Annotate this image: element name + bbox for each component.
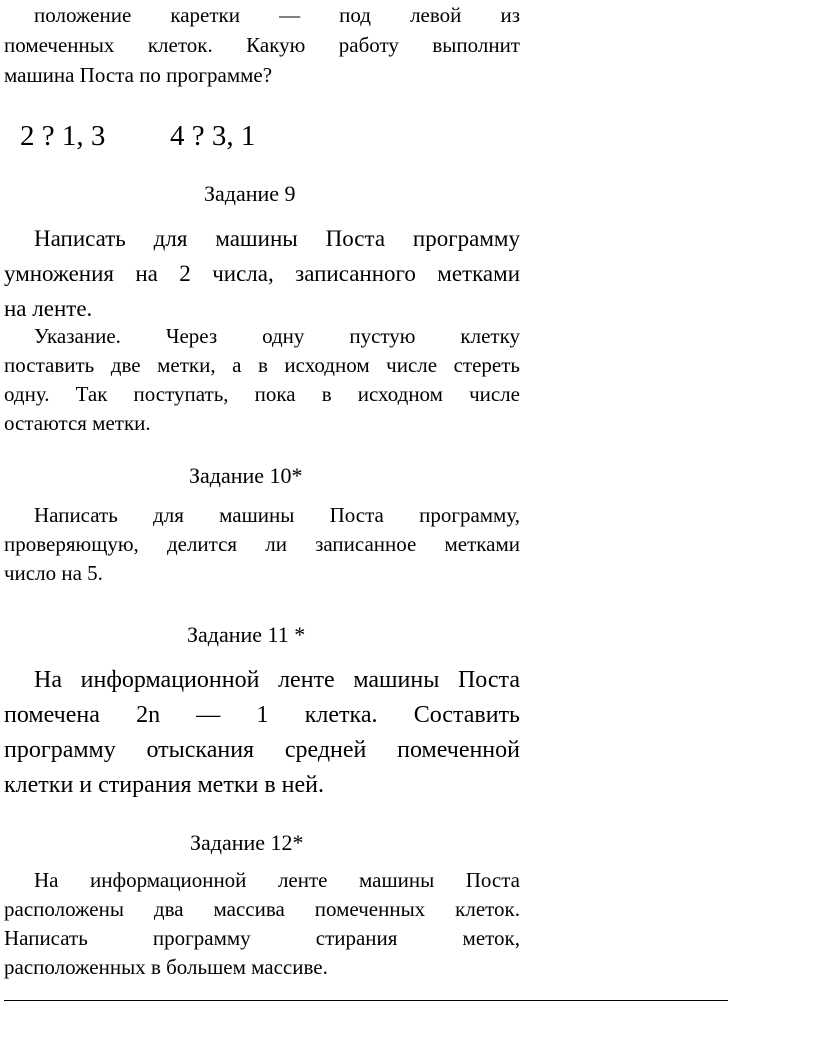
task-10-line: число на 5.: [4, 561, 103, 585]
task-12-line: расположены два массива помеченных клеток.: [4, 897, 520, 921]
task-12-line: На информационной ленте машины Поста: [34, 868, 520, 892]
task-12-title: Задание 12*: [190, 830, 304, 855]
intro-line: помеченных клеток. Какую работу выполнит: [4, 33, 520, 57]
intro-line: положение каретки — под левой из: [34, 3, 520, 27]
task-10-title: Задание 10*: [189, 463, 303, 488]
task-9-text: [4, 221, 520, 326]
program-right: 4 ? 3, 1: [170, 120, 256, 152]
task-9-hint-line: Указание. Через одну пустую клетку: [34, 324, 520, 348]
task-11-line: клетки и стирания метки в ней.: [4, 772, 324, 798]
task-12-line: Написать программу стирания меток,: [4, 926, 520, 950]
footnote-separator: [4, 1000, 728, 1001]
task-11-text: [4, 663, 520, 803]
task-11-line: программу отыскания средней помеченной: [4, 737, 520, 763]
task-10-line: Написать для машины Поста программу,: [34, 503, 520, 527]
program-left: 2 ? 1, 3: [20, 120, 106, 152]
program-line: [20, 118, 256, 154]
task-9-line: умножения на 2 числа, записанного метками: [4, 261, 520, 286]
task-12-line: расположенных в большем массиве.: [4, 955, 328, 979]
task-9-line: Написать для машины Поста программу: [34, 226, 520, 251]
task-9-title: Задание 9: [204, 181, 296, 206]
task-9-hint-line: одну. Так поступать, пока в исходном числе: [4, 382, 520, 406]
task-11-line: помечена 2n — 1 клетка. Составить: [4, 702, 520, 728]
task-9-hint-line: поставить две метки, а в исходном числе стереть: [4, 353, 520, 377]
task-11-line: На информационной ленте машины Поста: [34, 667, 520, 693]
task-10-line: проверяющую, делится ли записанное метками: [4, 532, 520, 556]
intro-line: машина Поста по программе?: [4, 63, 273, 87]
task-9-hint-line: остаются метки.: [4, 411, 151, 435]
intro-paragraph: [4, 0, 520, 90]
task-11-title: Задание 11 *: [187, 622, 306, 647]
task-9-hint: [4, 322, 520, 438]
task-12-text: [4, 866, 520, 982]
task-10-text: [4, 501, 520, 588]
task-9-line: на ленте.: [4, 296, 93, 321]
